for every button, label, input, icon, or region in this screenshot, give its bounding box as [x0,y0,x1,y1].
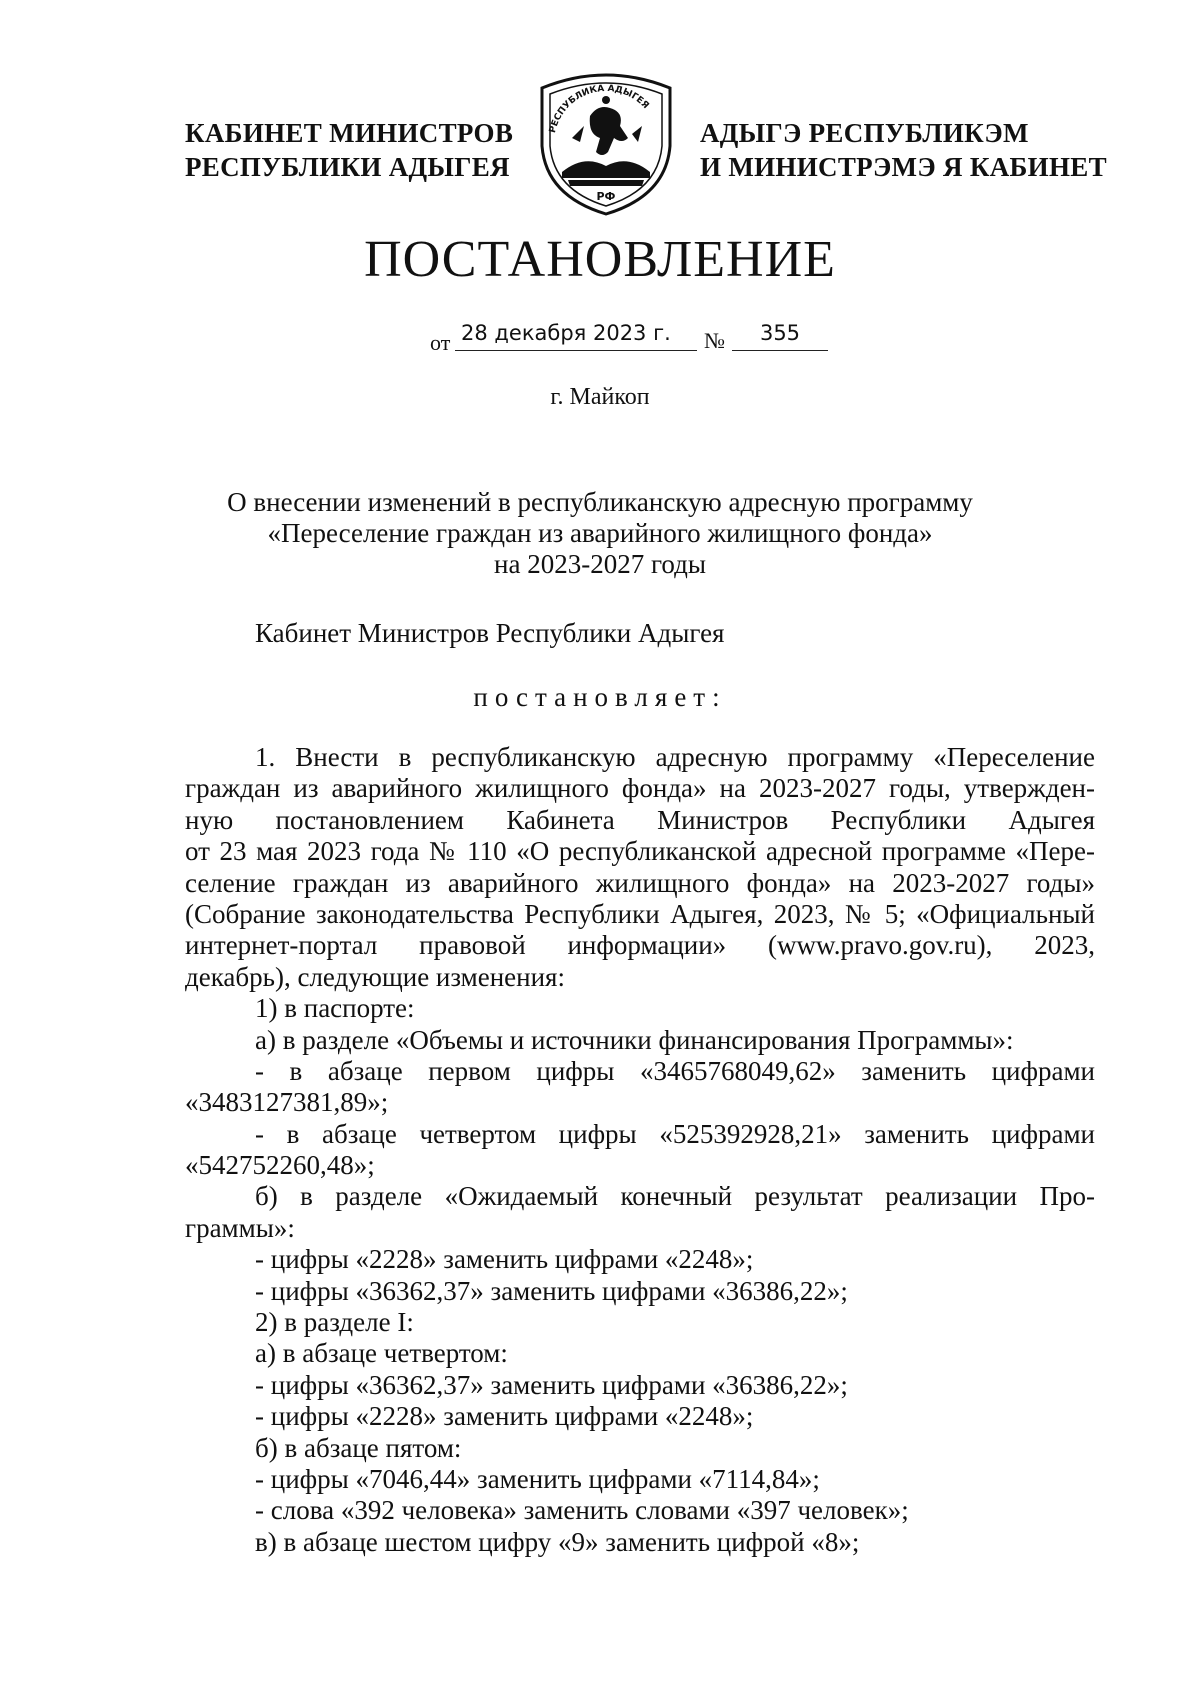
header-left-ru [185,116,513,184]
body-line: 2) в разделе I: [255,1307,414,1338]
subject-line-2: «Переселение граждан из аварийного жилищного фонда» [267,518,933,548]
number-sign: № [704,328,725,353]
body-line: - цифры «36362,37» заменить цифрами «36386,22»; [255,1369,848,1400]
decree-word: постановляет: [473,682,727,712]
body-line: - цифры «36362,37» заменить цифрами «36386,22»; [255,1275,848,1306]
header-left-line-2: РЕСПУБЛИКИ АДЫГЕЯ [185,152,510,182]
issuing-body-line: Кабинет Министров Республики Адыгея [255,618,725,648]
document-body [185,742,1095,1558]
body-line: «3483127381,89»; [185,1087,389,1118]
header-right-line-2: И МИНИСТРЭМЭ Я КАБИНЕТ [700,152,1107,182]
document-title: ПОСТАНОВЛЕНИЕ [364,231,836,288]
body-line: селение граждан из аварийного жилищного фонда» на 2023-2027 годы» [185,867,1095,898]
body-line: - слова «392 человека» заменить словами «397 человек»; [255,1495,909,1526]
city-line: г. Майкоп [550,384,650,410]
body-line: а) в разделе «Объемы и источники финансирования Программы»: [255,1024,1014,1055]
document-date: 28 декабря 2023 г. [455,318,697,351]
body-line: 1. Внести в республиканскую адресную программу «Переселение [255,742,1095,772]
body-line: интернет-портал правовой информации» (www.pravo.gov.ru), 2023, [185,930,1095,961]
header-right-line-1: АДЫГЭ РЕСПУБЛИКЭМ [700,118,1029,148]
document-number: 355 [732,318,828,351]
emblem-ring-text: РЕСПУБЛИКА АДЫГЕЯ [548,83,651,135]
body-line: - в абзаце первом цифры «3465768049,62» заменить цифрами [255,1055,1095,1086]
coat-of-arms-icon [532,68,680,218]
header-left-line-1: КАБИНЕТ МИНИСТРОВ [185,118,514,148]
body-line: граммы»: [185,1212,295,1243]
body-line: ную постановлением Кабинета Министров Республики Адыгея [185,804,1095,835]
date-number-line [0,318,1200,358]
body-line: граждан из аварийного жилищного фонда» на 2023-2027 годы, утвержден- [185,773,1095,804]
body-line: б) в абзаце пятом: [255,1432,462,1463]
date-prefix: от [430,330,451,355]
body-line: - цифры «2228» заменить цифрами «2248»; [255,1244,754,1275]
body-line: в) в абзаце шестом цифру «9» заменить цифрой «8»; [255,1526,860,1557]
body-line: 1) в паспорте: [255,993,415,1024]
body-line: - цифры «2228» заменить цифрами «2248»; [255,1401,754,1432]
body-line: «542752260,48»; [185,1150,375,1181]
emblem-bottom-text: РФ [596,190,616,203]
body-line: декабрь), следующие изменения: [185,961,565,992]
body-line: - цифры «7046,44» заменить цифрами «7114,84»; [255,1463,820,1494]
body-line: а) в абзаце четвертом: [255,1338,508,1369]
subject-line-3: на 2023-2027 годы [494,549,706,579]
body-line: от 23 мая 2023 года № 110 «О республиканской адресной программе «Пере- [185,836,1095,867]
body-line: б) в разделе «Ожидаемый конечный результат реализации Про- [255,1181,1095,1212]
header-right-ady [700,116,1107,184]
document-subject [0,487,1200,580]
subject-line-1: О внесении изменений в республиканскую адресную программу [227,487,973,517]
body-line: (Собрание законодательства Республики Адыгея, 2023, № 5; «Официальный [185,898,1095,929]
body-line: - в абзаце четвертом цифры «525392928,21» заменить цифрами [255,1118,1095,1149]
